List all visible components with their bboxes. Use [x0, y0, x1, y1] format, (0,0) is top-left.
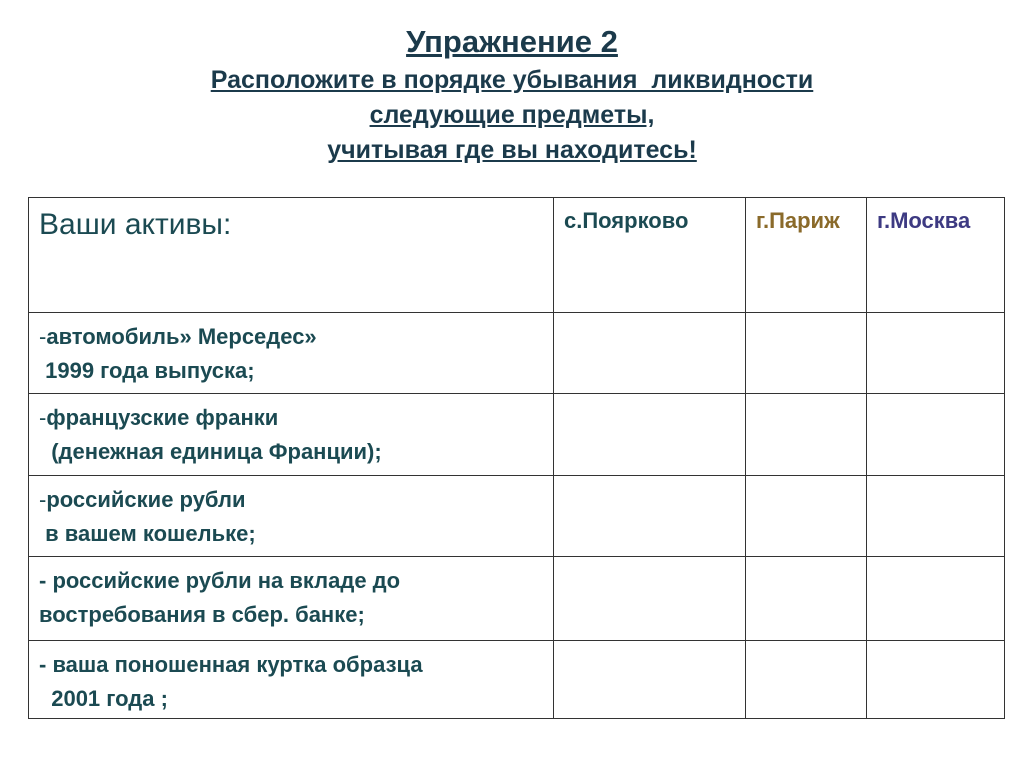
header-cell-assets — [29, 198, 554, 313]
assets-table — [28, 197, 1005, 719]
answer-cell-paris[interactable] — [746, 641, 867, 719]
assets-label: Ваши активы: — [39, 208, 232, 241]
table-row — [29, 476, 1005, 557]
header-cell-paris — [746, 198, 867, 313]
answer-cell-paris[interactable] — [746, 394, 867, 476]
asset-cell — [29, 394, 554, 476]
answer-cell-poyarkovo[interactable] — [554, 476, 746, 557]
answer-cell-poyarkovo[interactable] — [554, 557, 746, 641]
table-row — [29, 394, 1005, 476]
city-paris: г.Париж — [756, 208, 840, 233]
city-poyarkovo: с.Поярково — [564, 208, 689, 233]
city-moscow: г.Москва — [877, 208, 971, 233]
asset-item-francs: -французские франки (денежная единица Франции); — [39, 405, 382, 464]
header-cell-poyarkovo — [554, 198, 746, 313]
table-row — [29, 557, 1005, 641]
exercise-title: Упражнение 2 — [406, 24, 618, 59]
answer-cell-paris[interactable] — [746, 313, 867, 394]
asset-cell — [29, 557, 554, 641]
answer-cell-moscow[interactable] — [867, 557, 1005, 641]
answer-cell-moscow[interactable] — [867, 394, 1005, 476]
answer-cell-moscow[interactable] — [867, 476, 1005, 557]
asset-cell — [29, 313, 554, 394]
answer-cell-paris[interactable] — [746, 476, 867, 557]
answer-cell-poyarkovo[interactable] — [554, 313, 746, 394]
answer-cell-moscow[interactable] — [867, 313, 1005, 394]
asset-item-car: -автомобиль» Мерседес» 1999 года выпуска; — [39, 324, 317, 383]
asset-item-rubles-deposit: - российские рубли на вкладе до востребования в сбер. банке; — [39, 568, 401, 627]
asset-item-rubles-wallet: -российские рубли в вашем кошельке; — [39, 487, 256, 546]
instruction-line-3: учитывая где вы находитесь! — [327, 136, 697, 164]
answer-cell-moscow[interactable] — [867, 641, 1005, 719]
asset-item-jacket: - ваша поношенная куртка образца 2001 года ; — [39, 652, 423, 711]
instruction-line-2: следующие предметы, — [369, 101, 655, 129]
instruction-line-1: Расположите в порядке убывания ликвидности — [210, 66, 814, 94]
table-row — [29, 641, 1005, 719]
header-cell-moscow — [867, 198, 1005, 313]
answer-cell-poyarkovo[interactable] — [554, 394, 746, 476]
table-header-row — [29, 198, 1005, 313]
answer-cell-poyarkovo[interactable] — [554, 641, 746, 719]
answer-cell-paris[interactable] — [746, 557, 867, 641]
asset-cell — [29, 476, 554, 557]
asset-cell — [29, 641, 554, 719]
table-row — [29, 313, 1005, 394]
